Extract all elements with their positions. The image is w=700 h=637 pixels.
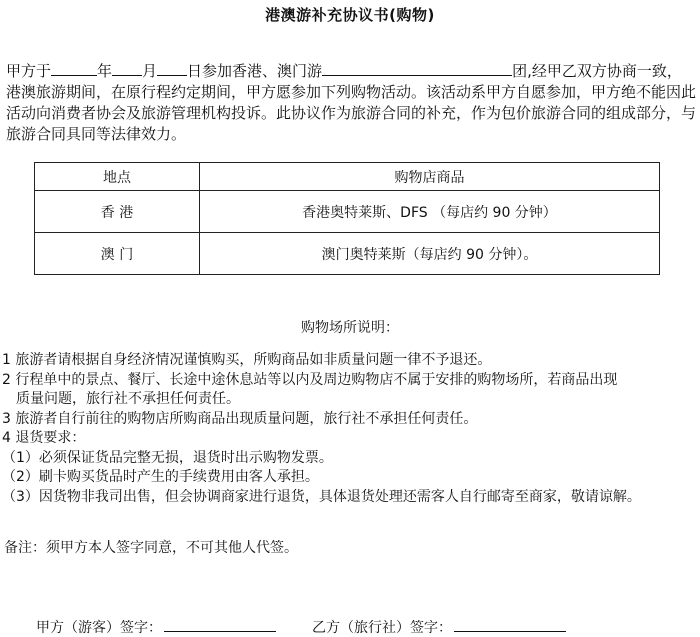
rule-line: 3 旅游者自行前往的购物店所购商品出现质量问题，旅行社不承担任何责任。 <box>2 410 478 427</box>
table-cell-place: 澳 门 <box>35 233 200 275</box>
rule-line: （3）因货物非我司出售，但会协调商家进行退货，具体退货处理还需客人自行邮寄至商家，敬请谅解。 <box>2 488 641 505</box>
rule-line: 1 旅游者请根据自身经济情况谨慎购买，所购商品如非质量问题一律不予退还。 <box>2 352 492 368</box>
table-header-row <box>35 163 660 191</box>
intro-text-5: 团,经甲乙双方协商一致，港澳旅游期间，在原行程约定期间，甲方愿参加下列购物活动。该活动系甲方自愿参加，甲方绝不能因此活动向消费者协会及旅游管理机构投诉。此协议作为旅游合同的补充，作为包价旅游合同的组成部分，与旅游合同具同等法律效力。 <box>6 62 697 143</box>
shopping-table <box>34 162 660 275</box>
intro-text-2: 年 <box>97 62 113 80</box>
table-cell-place: 香 港 <box>35 191 200 233</box>
rules-list <box>2 351 698 507</box>
rule-line: 2 行程单中的景点、餐厅、长途中途休息站等以内及周边购物店不属于安排的购物场所，若商品出现 <box>2 371 618 388</box>
signature-party-b-label: 乙方（旅行社）签字： <box>312 620 452 636</box>
intro-text-1: 甲方于 <box>6 62 52 80</box>
blank-month[interactable] <box>112 60 142 76</box>
signature-party-b-line[interactable] <box>454 617 566 632</box>
rule-line: 4 退货要求： <box>2 430 86 446</box>
remark: 备注：须甲方本人签字同意，不可其他人代签。 <box>4 540 298 556</box>
blank-tour-name[interactable] <box>322 60 512 76</box>
table-header-place: 地点 <box>35 163 200 191</box>
signature-party-a-label: 甲方（游客）签字： <box>36 620 162 636</box>
blank-day[interactable] <box>157 60 187 76</box>
table-row <box>35 233 660 275</box>
rule-line: （2）刷卡购买货品时产生的手续费用由客人承担。 <box>2 469 319 485</box>
agreement-intro <box>6 60 696 145</box>
signature-party-b <box>312 617 566 637</box>
table-cell-goods: 香港奥特莱斯、DFS （每店约 90 分钟） <box>200 191 660 233</box>
rule-line: （1）必须保证货品完整无损，退货时出示购物发票。 <box>2 449 333 466</box>
table-header-goods: 购物店商品 <box>200 163 660 191</box>
table-row <box>35 191 660 233</box>
rule-line: 质量问题，旅行社不承担任何责任。 <box>16 391 240 407</box>
intro-text-4: 日参加香港、澳门游 <box>187 62 323 80</box>
table-cell-goods: 澳门奥特莱斯（每店约 90 分钟）。 <box>200 233 660 275</box>
document-title: 港澳游补充协议书(购物) <box>265 6 435 24</box>
notes-title: 购物场所说明： <box>301 320 399 336</box>
intro-text-3: 月 <box>142 62 158 80</box>
signature-party-a <box>36 617 276 637</box>
signature-party-a-line[interactable] <box>164 617 276 632</box>
blank-year[interactable] <box>51 60 97 76</box>
